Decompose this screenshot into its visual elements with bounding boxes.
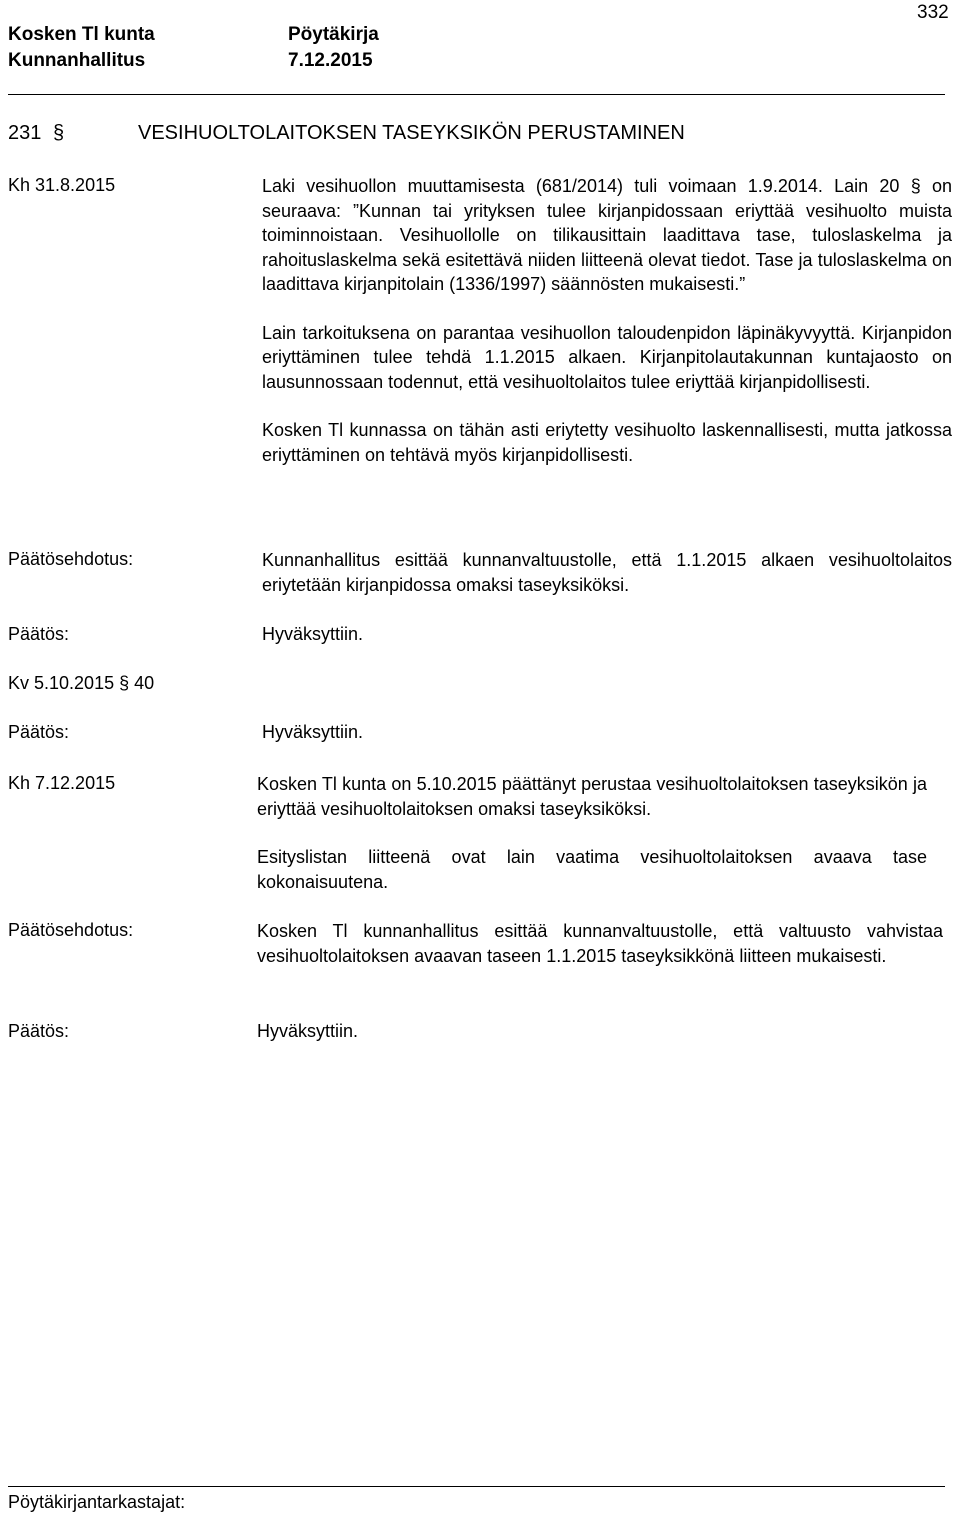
- decision-label: Päätös:: [8, 1021, 70, 1041]
- entry-label: Kh 31.8.2015: [8, 175, 116, 195]
- header-doc-type: Pöytäkirja: [288, 24, 379, 45]
- header-body: Kunnanhallitus: [8, 50, 146, 71]
- paragraph: Lain tarkoituksena on parantaa vesihuollon taloudenpidon läpinäkyvyyttä. Kirjanpidon eriyttäminen tulee tehdä 1.1.2015 alkaen. Kirjanpitolautakunnan kuntajaosto on lausunnossaan todennut, että vesihuoltolaitos tulee eriyttää kirjanpidollisesti.: [262, 322, 952, 392]
- entry-body: [262, 174, 952, 467]
- decision-label: Päätös:: [8, 722, 70, 742]
- section-title: VESIHUOLTOLAITOKSEN TASEYKSIKÖN PERUSTAMINEN: [138, 122, 685, 144]
- paragraph: Kosken Tl kunnassa on tähän asti eriytetty vesihuolto laskennallisesti, mutta jatkossa eriyttäminen on tehtävä myös kirjanpidollisesti.: [262, 420, 952, 465]
- footer-label: Pöytäkirjantarkastajat:: [8, 1492, 186, 1512]
- section-number: 231: [8, 122, 42, 144]
- proposal-label: Päätösehdotus:: [8, 920, 134, 940]
- paragraph: Esityslistan liitteenä ovat lain vaatima vesihuoltolaitoksen avaava tase kokonaisuutena.: [257, 847, 927, 892]
- header-rule: [8, 94, 945, 95]
- section-symbol: §: [52, 122, 65, 144]
- decision-text: Hyväksyttiin.: [262, 722, 364, 742]
- entry-label: Kh 7.12.2015: [8, 773, 116, 793]
- decision-label: Päätös:: [8, 624, 70, 644]
- footer-rule: [8, 1486, 945, 1487]
- section-title-row: [8, 122, 685, 145]
- decision-text: Hyväksyttiin.: [262, 624, 364, 644]
- page-number: 332: [917, 2, 949, 23]
- proposal-text: Kosken Tl kunnanhallitus esittää kunnanvaltuustolle, että valtuusto vahvistaa vesihuoltolaitoksen avaavan taseen 1.1.2015 taseyksikkönä liitteen mukaisesti.: [257, 921, 943, 966]
- header-date: 7.12.2015: [288, 50, 373, 71]
- entry-body: [257, 772, 927, 894]
- decision-text: Hyväksyttiin.: [257, 1021, 359, 1041]
- entry-label: Kv 5.10.2015 § 40: [8, 673, 155, 693]
- paragraph: Laki vesihuollon muuttamisesta (681/2014) tuli voimaan 1.9.2014. Lain 20 § on seuraava: ”Kunnan tai yrityksen tulee kirjanpidossaan eriyttää vesihuolto muista toiminnoistaan. Vesihuollolle on tilikausittain laadittava tase, tuloslaskelma ja rahoituslaskelma sekä esitettävä niiden liitteenä olevat tiedot. Tase ja tuloslaskelma on laadittava kirjanpitolain (1336/1997) säännösten mukaisesti.”: [262, 176, 952, 294]
- proposal-text: Kunnanhallitus esittää kunnanvaltuustolle, että 1.1.2015 alkaen vesihuoltolaitos eriytetään kirjanpidossa omaksi taseyksiköksi.: [262, 550, 952, 595]
- proposal-label: Päätösehdotus:: [8, 549, 134, 569]
- header-org: Kosken Tl kunta: [8, 24, 155, 45]
- paragraph: Kosken Tl kunta on 5.10.2015 päättänyt perustaa vesihuoltolaitoksen taseyksikön ja eriyttää vesihuoltolaitoksen omaksi taseyksiköksi.: [257, 774, 927, 819]
